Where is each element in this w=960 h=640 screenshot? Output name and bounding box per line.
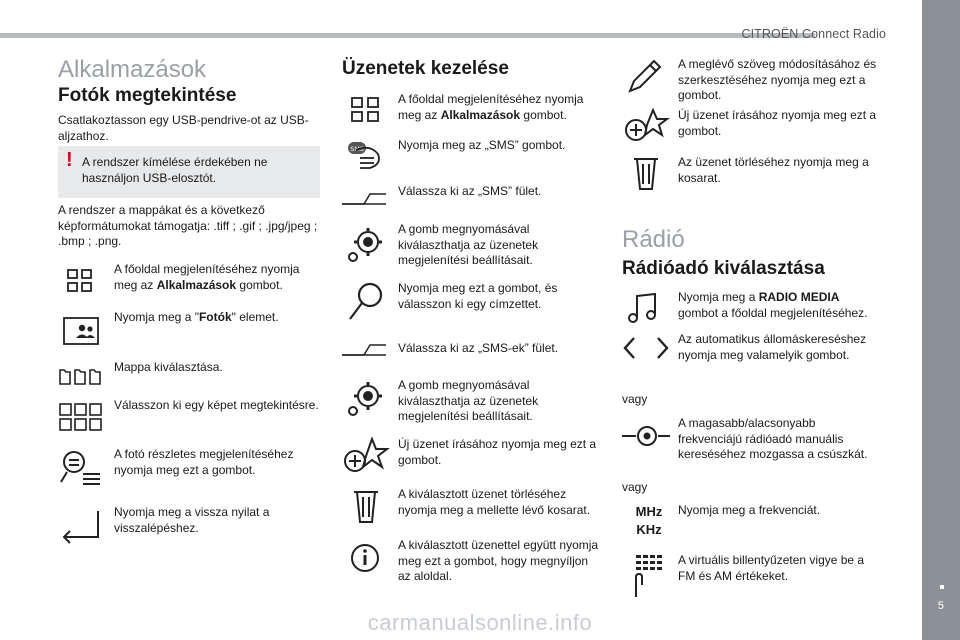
settings-icon bbox=[342, 378, 390, 418]
step-text: Mappa kiválasztása. bbox=[114, 360, 223, 374]
brand-title: CITROËN Connect Radio bbox=[741, 27, 886, 41]
heading-radio-select: Rádióadó kiválasztása bbox=[622, 258, 825, 279]
or-label: vagy bbox=[622, 392, 648, 406]
trash-icon bbox=[622, 155, 670, 195]
back-arrow-icon bbox=[58, 505, 106, 545]
search-icon bbox=[342, 281, 390, 321]
header-rule bbox=[0, 33, 815, 38]
music-note-icon bbox=[622, 290, 670, 330]
step-text: A magasabb/alacsonyabb frekvenciájú rádióadó manuális kereséséhez mozgassa a csúszkát. bbox=[678, 416, 868, 461]
warning-note bbox=[58, 146, 320, 198]
new-message-icon bbox=[622, 108, 670, 148]
or-label: vagy bbox=[622, 480, 648, 494]
step-text: Nyomja meg az „SMS” gombot. bbox=[398, 138, 566, 152]
warning-icon: ! bbox=[66, 149, 73, 171]
step-text: Az üzenet törléséhez nyomja meg a kosarat. bbox=[678, 155, 869, 185]
grid-icon bbox=[342, 92, 390, 132]
section-title-radio: Rádió bbox=[622, 226, 685, 253]
page-marker bbox=[940, 585, 944, 589]
step-text: Válassza ki az „SMS-ek” fület. bbox=[398, 341, 559, 355]
step-text: Nyomja meg a RADIO MEDIA gombot a főoldal megjelenítéséhez. bbox=[678, 290, 868, 320]
slider-icon bbox=[622, 416, 670, 456]
step-text: Válassza ki az „SMS” fület. bbox=[398, 184, 542, 198]
page-number: 5 bbox=[937, 600, 944, 612]
step-text: A főoldal megjelenítéséhez nyomja meg az Alkalmazások gombot. bbox=[114, 262, 300, 292]
folders-icon bbox=[58, 360, 106, 400]
settings-icon bbox=[342, 222, 390, 262]
step-text: Nyomja meg ezt a gombot, és válasszon ki egy címzettet. bbox=[398, 281, 558, 311]
photos-icon bbox=[58, 310, 106, 350]
grid-icon bbox=[58, 262, 106, 302]
heading-messages: Üzenetek kezelése bbox=[342, 58, 509, 79]
step-text: Az automatikus állomáskereséshez nyomja meg valamelyik gombot. bbox=[678, 332, 867, 362]
step-text: Válasszon ki egy képet megtekintésre. bbox=[114, 398, 319, 412]
step-text: Nyomja meg a "Fotók" elemet. bbox=[114, 310, 279, 324]
tab-icon bbox=[342, 341, 390, 381]
step-text: A gomb megnyomásával kiválaszthatja az üzenetek megjelenítési beállításait. bbox=[398, 378, 539, 423]
new-message-icon bbox=[342, 437, 390, 477]
heading-photos: Fotók megtekintése bbox=[58, 85, 237, 106]
chevrons-icon bbox=[622, 332, 670, 372]
warning-text: A rendszer kímélése érdekében ne használjon USB-elosztót. bbox=[82, 155, 268, 185]
detail-icon bbox=[58, 447, 106, 487]
step-text: A fotó részletes megjelenítéséhez nyomja meg ezt a gombot. bbox=[114, 447, 294, 477]
step-text: A kiválasztott üzenettel együtt nyomja meg ezt a gombot, hogy megnyíljon az aloldal. bbox=[398, 538, 599, 583]
step-text: A főoldal megjelenítéséhez nyomja meg az Alkalmazások gombot. bbox=[398, 92, 584, 122]
watermark: carmanualsonline.info bbox=[367, 610, 593, 635]
step-text: Új üzenet írásához nyomja meg ezt a gombot. bbox=[398, 437, 597, 467]
intro-text: Csatlakoztasson egy USB-pendrive-ot az USB-aljzathoz. bbox=[58, 113, 309, 143]
side-strip bbox=[922, 0, 960, 640]
mhz-label: MHz bbox=[635, 504, 663, 519]
step-text: A meglévő szöveg módosításához és szerkesztéséhez nyomja meg ezt a gombot. bbox=[678, 57, 877, 102]
step-text: A gomb megnyomásával kiválaszthatja az üzenetek megjelenítési beállításait. bbox=[398, 222, 539, 267]
sms-icon bbox=[342, 138, 390, 178]
khz-label: KHz bbox=[636, 522, 662, 537]
svg-text:SMS: SMS bbox=[350, 145, 364, 153]
step-text: Új üzenet írásához nyomja meg ezt a gombot. bbox=[678, 108, 877, 138]
mhz-khz-icon bbox=[622, 503, 674, 543]
info-icon bbox=[342, 538, 390, 578]
formats-text: A rendszer a mappákat és a következő képformátumokat támogatja: .tiff ; .gif ; .jpg/jpeg ; .bmp ; .png. bbox=[58, 203, 318, 248]
pencil-icon bbox=[622, 57, 670, 97]
image-grid-icon bbox=[58, 398, 106, 438]
step-text: Nyomja meg a frekvenciát. bbox=[678, 503, 821, 517]
step-text: A kiválasztott üzenet törléséhez nyomja meg a mellette lévő kosarat. bbox=[398, 487, 591, 517]
keypad-icon bbox=[622, 553, 670, 593]
tab-icon bbox=[342, 184, 390, 224]
section-title-applications: Alkalmazások bbox=[58, 56, 207, 83]
step-text: Nyomja meg a vissza nyilat a visszalépéshez. bbox=[114, 505, 270, 535]
step-text: A virtuális billentyűzeten vigye be a FM és AM értékeket. bbox=[678, 553, 865, 583]
trash-icon bbox=[342, 487, 390, 527]
